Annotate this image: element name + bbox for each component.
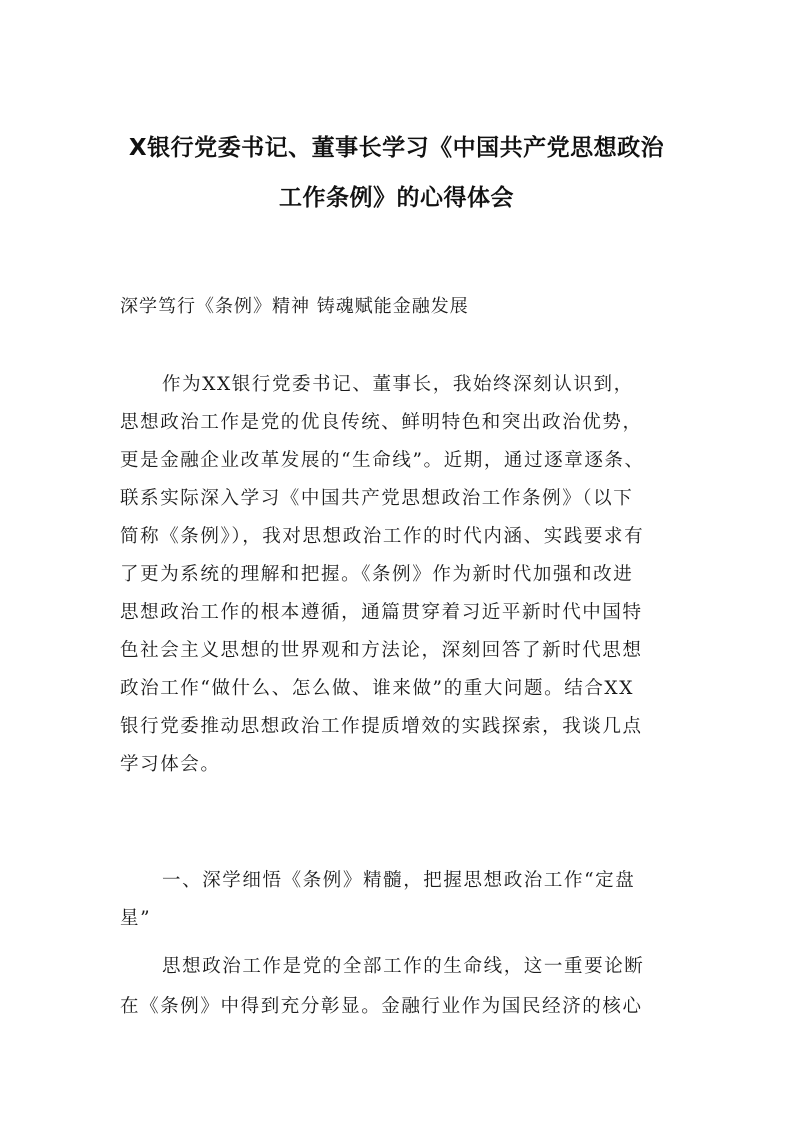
section-1-heading-line-2: 星” xyxy=(120,908,152,929)
paragraph-1-line-10: 银行党委推动思想政治工作提质增效的实践探索，我谈几点 xyxy=(120,716,643,737)
paragraph-1-line-3: 更是金融企业改革发展的“生命线”。近期，通过逐章逐条、 xyxy=(120,450,645,471)
document-title-line-1: X银行党委书记、董事长学习《中国共产党思想政治 xyxy=(128,135,665,161)
paragraph-1-line-8: 色社会主义思想的世界观和方法论，深刻回答了新时代思想 xyxy=(120,640,643,661)
paragraph-1-line-5: 简称《条例》），我对思想政治工作的时代内涵、实践要求有 xyxy=(120,526,645,547)
paragraph-2-line-1: 思想政治工作是党的全部工作的生命线，这一重要论断 xyxy=(162,956,645,977)
paragraph-1-line-9: 政治工作“做什么、怎么做、谁来做”的重大问题。结合XX xyxy=(120,678,634,699)
paragraph-1-line-6: 了更为系统的理解和把握。《条例》作为新时代加强和改进 xyxy=(120,564,634,585)
paragraph-1-line-4: 联系实际深入学习《中国共产党思想政治工作条例》（以下 xyxy=(120,488,634,509)
paragraph-2-line-2: 在《条例》中得到充分彰显。金融行业作为国民经济的核心 xyxy=(120,996,643,1017)
paragraph-1-line-1: 作为XX银行党委书记、董事长，我始终深刻认识到， xyxy=(162,374,634,395)
document-subtitle: 深学笃行《条例》精神 铸魂赋能金融发展 xyxy=(120,296,469,317)
paragraph-1-line-2: 思想政治工作是党的优良传统、鲜明特色和突出政治优势， xyxy=(120,412,643,433)
paragraph-1-line-7: 思想政治工作的根本遵循，通篇贯穿着习近平新时代中国特 xyxy=(120,602,643,623)
paragraph-1-line-11: 学习体会。 xyxy=(120,754,221,775)
document-title-line-2: 工作条例》的心得体会 xyxy=(279,185,514,211)
section-1-heading-line-1: 一、深学细悟《条例》精髓，把握思想政治工作“定盘 xyxy=(162,870,636,891)
